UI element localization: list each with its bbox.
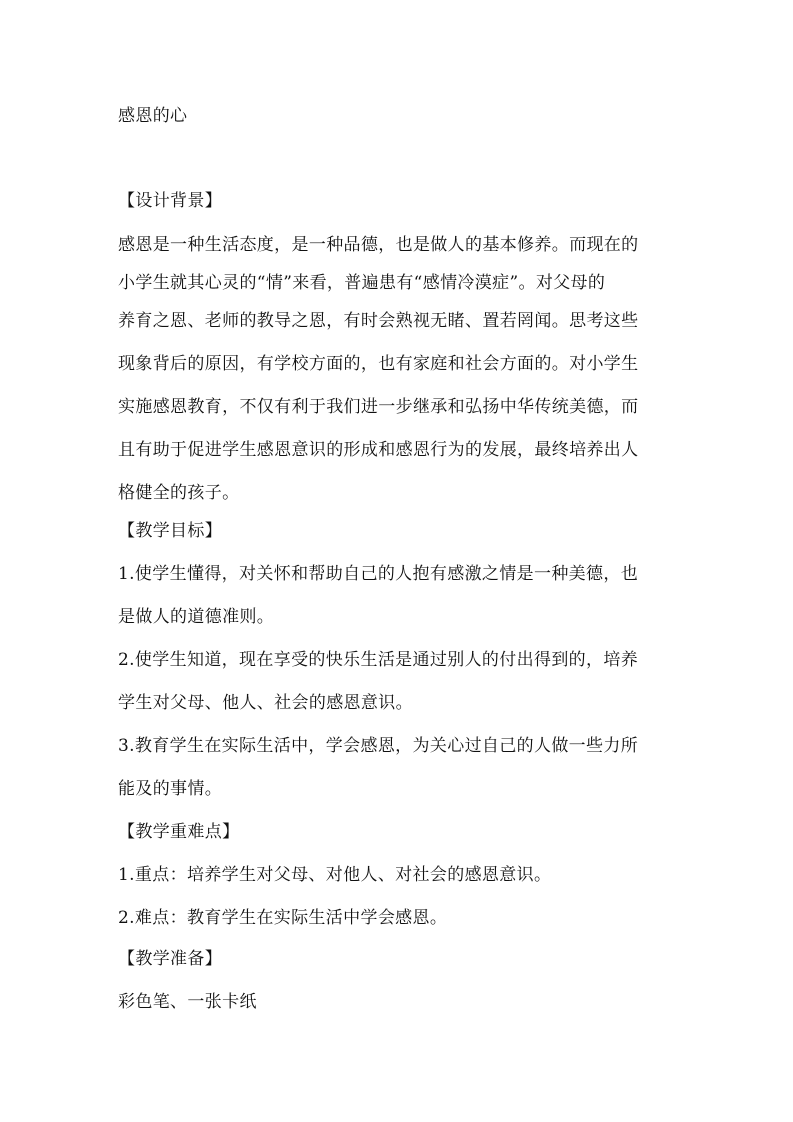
paragraph-line: 养育之恩、老师的教导之恩，有时会熟视无睹、置若罔闻。思考这些: [118, 311, 639, 331]
preparation-item: 彩色笔、一张卡纸: [118, 992, 257, 1012]
goal-item-3: 3.教育学生在实际生活中，学会感恩，为关心过自己的人做一些力所: [118, 736, 639, 756]
goal-item-1: 1.使学生懂得，对关怀和帮助自己的人抱有感激之情是一种美德，也: [118, 564, 639, 584]
goal-item-1-cont: 是做人的道德准则。: [118, 607, 275, 627]
document-title: 感恩的心: [118, 106, 188, 126]
goal-item-2: 2.使学生知道，现在享受的快乐生活是通过别人的付出得到的，培养: [118, 650, 639, 670]
paragraph-line: 感恩是一种生活态度，是一种品德，也是做人的基本修养。而现在的: [118, 235, 639, 255]
section-heading-teaching-goals: 【教学目标】: [118, 521, 223, 541]
key-point-item: 1.重点：培养学生对父母、对他人、对社会的感恩意识。: [118, 865, 552, 885]
paragraph-line: 小学生就其心灵的“情”来看，普遍患有“感情冷漠症”。对父母的: [118, 273, 606, 293]
paragraph-line: 且有助于促进学生感恩意识的形成和感恩行为的发展，最终培养出人: [118, 440, 639, 460]
paragraph-line: 现象背后的原因，有学校方面的，也有家庭和社会方面的。对小学生: [118, 354, 639, 374]
paragraph-line: 格健全的孩子。: [118, 483, 240, 503]
paragraph-line: 实施感恩教育，不仅有利于我们进一步继承和弘扬中华传统美德，而: [118, 397, 639, 417]
section-heading-key-points: 【教学重难点】: [118, 822, 240, 842]
section-heading-preparation: 【教学准备】: [118, 949, 223, 969]
goal-item-2-cont: 学生对父母、他人、社会的感恩意识。: [118, 693, 413, 713]
difficult-point-item: 2.难点：教育学生在实际生活中学会感恩。: [118, 908, 448, 928]
section-heading-design-background: 【设计背景】: [118, 191, 223, 211]
goal-item-3-cont: 能及的事情。: [118, 779, 223, 799]
